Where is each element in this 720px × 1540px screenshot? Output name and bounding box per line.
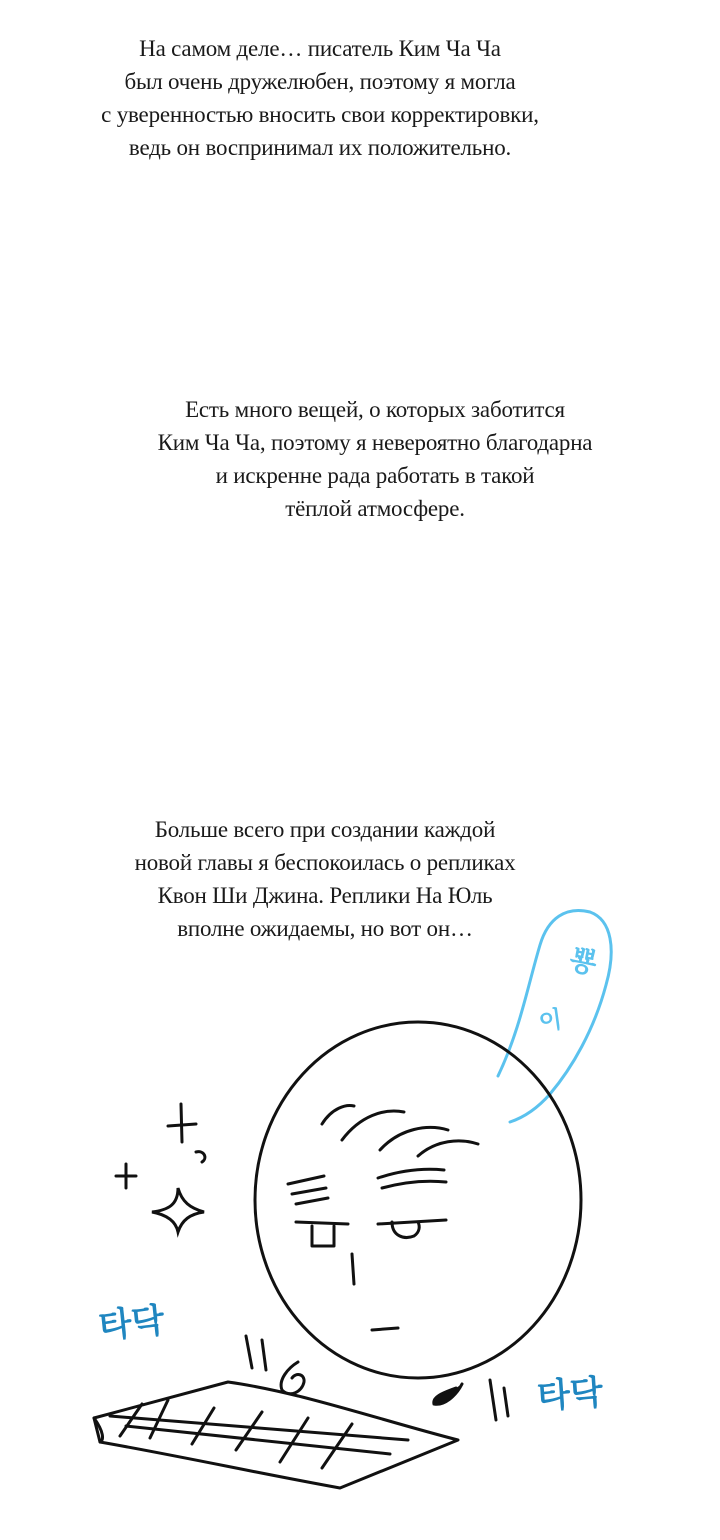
caption-block-1 <box>40 32 600 164</box>
author-typing-illustration <box>0 880 720 1540</box>
caption-line: и искренне рада работать в такой <box>215 463 535 488</box>
caption-line: новой главы я беспокоилась о репликах <box>134 850 516 875</box>
caption-line: с уверенностью вносить свои корректировки, <box>101 102 539 127</box>
caption-block-2 <box>95 393 655 525</box>
caption-line: Есть много вещей, о которых заботится <box>185 397 565 422</box>
caption-line: тёплой атмосфере. <box>285 496 465 521</box>
caption-line: был очень дружелюбен, поэтому я могла <box>124 69 516 94</box>
sfx-bubble-bottom: 이 <box>536 1004 564 1036</box>
character-head <box>255 1022 581 1378</box>
caption-line: Ким Ча Ча, поэтому я невероятно благодарна <box>157 430 593 455</box>
caption-line: Больше всего при создании каждой <box>154 817 496 842</box>
sfx-typing-left: 타닥 <box>96 1300 167 1347</box>
sfx-bubble-top: 뿅 <box>566 942 600 981</box>
character-body <box>246 1336 508 1420</box>
sfx-typing-right: 타닥 <box>535 1372 605 1417</box>
sparkle-icon <box>116 1104 205 1232</box>
caption-line: ведь он воспринимал их положительно. <box>128 135 512 160</box>
caption-line: вполне ожидаемы, но вот он… <box>177 916 473 941</box>
keyboard-icon <box>94 1382 458 1488</box>
caption-line: Квон Ши Джина. Реплики На Юль <box>157 883 493 908</box>
caption-line: На самом деле… писатель Ким Ча Ча <box>139 36 501 61</box>
